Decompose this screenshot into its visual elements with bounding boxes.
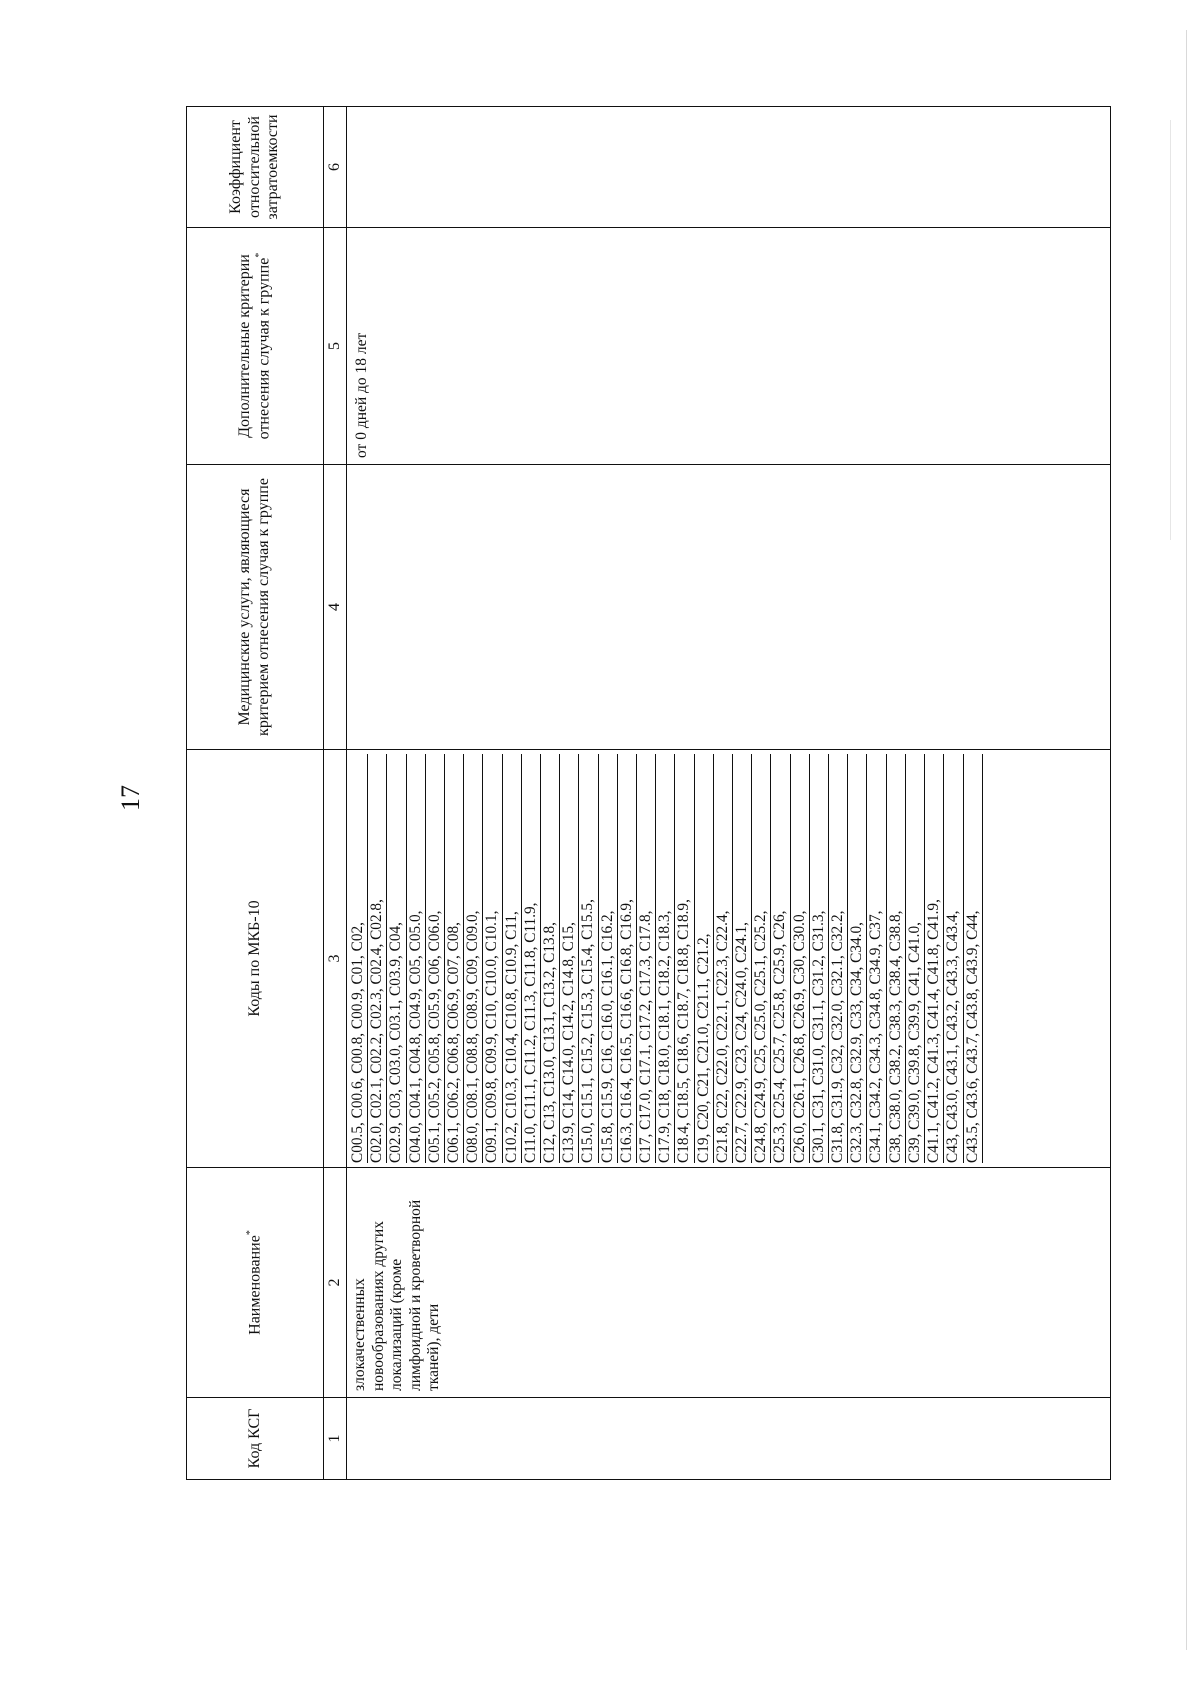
ksg-table-sheet xyxy=(186,107,1111,1480)
ksg-name-cell: злокачественных новообразованиях других локализаций (кроме лимфоидной и кроветворной тканей), дети xyxy=(347,1168,1111,1398)
column-number-row xyxy=(324,107,347,1480)
ksg-table xyxy=(186,106,1111,1480)
icd-code-list xyxy=(349,754,983,1163)
icd-code-line: C02.9, C03, C03.0, C03.1, C03.9, C04, xyxy=(387,754,406,1163)
header-icd-codes: Коды по МКБ-10 xyxy=(187,750,324,1168)
icd-code-line: C06.1, C06.2, C06.8, C06.9, C07, C08, xyxy=(445,754,464,1163)
icd-code-line: C30.1, C31, C31.0, C31.1, C31.2, C31.3, xyxy=(810,754,829,1163)
icd-code-line: C31.8, C31.9, C32, C32.0, C32.1, C32.2, xyxy=(829,754,848,1163)
header-row xyxy=(187,107,324,1480)
column-number: 3 xyxy=(324,750,347,1168)
icd-code-line: C43, C43.0, C43.1, C43.2, C43.3, C43.4, xyxy=(944,754,963,1163)
icd-code-line: C34.1, C34.2, C34.3, C34.8, C34.9, C37, xyxy=(867,754,886,1163)
icd-code-line: C26.0, C26.1, C26.8, C26.9, C30, C30.0, xyxy=(791,754,810,1163)
column-number: 4 xyxy=(324,465,347,750)
icd-code-line: C15.8, C15.9, C16, C16.0, C16.1, C16.2, xyxy=(599,754,618,1163)
icd-code-line: C18.4, C18.5, C18.6, C18.7, C18.8, C18.9, xyxy=(675,754,694,1163)
header-ksg-code: Код КСГ xyxy=(187,1398,324,1480)
column-number: 1 xyxy=(324,1398,347,1480)
column-number: 2 xyxy=(324,1168,347,1398)
icd-code-line: C12, C13, C13.0, C13.1, C13.2, C13.8, xyxy=(541,754,560,1163)
icd-code-line: C13.9, C14, C14.0, C14.2, C14.8, C15, xyxy=(560,754,579,1163)
icd-code-line: C17, C17.0, C17.1, C17.2, C17.3, C17.8, xyxy=(637,754,656,1163)
scan-edge-line xyxy=(1186,30,1187,1650)
icd-code-line: C39, C39.0, C39.8, C39.9, C41, C41.0, xyxy=(906,754,925,1163)
page-number: 17 xyxy=(116,785,145,811)
icd-code-line: C05.1, C05.2, C05.8, C05.9, C06, C06.0, xyxy=(426,754,445,1163)
icd-code-line: C08.0, C08.1, C08.8, C08.9, C09, C09.0, xyxy=(464,754,483,1163)
header-name: Наименование* xyxy=(187,1168,324,1398)
icd-code-line: C15.0, C15.1, C15.2, C15.3, C15.4, C15.5, xyxy=(579,754,598,1163)
header-coefficient: Коэффициент относительной затратоемкости xyxy=(187,107,324,228)
icd-code-line: C21.8, C22, C22.0, C22.1, C22.3, C22.4, xyxy=(714,754,733,1163)
column-number: 6 xyxy=(324,107,347,228)
icd-code-line: C38, C38.0, C38.2, C38.3, C38.4, C38.8, xyxy=(887,754,906,1163)
icd-code-line: C16.3, C16.4, C16.5, C16.6, C16.8, C16.9, xyxy=(618,754,637,1163)
icd-code-line: C10.2, C10.3, C10.4, C10.8, C10.9, C11, xyxy=(503,754,522,1163)
icd-code-line: C02.0, C02.1, C02.2, C02.3, C02.4, C02.8, xyxy=(368,754,387,1163)
icd-code-line: C09.1, C09.8, C09.9, C10, C10.0, C10.1, xyxy=(483,754,502,1163)
icd-code-line: C41.1, C41.2, C41.3, C41.4, C41.8, C41.9, xyxy=(925,754,944,1163)
icd-code-line: C43.5, C43.6, C43.7, C43.8, C43.9, C44, xyxy=(964,754,983,1163)
table-row xyxy=(347,107,1111,1480)
extra-criteria-cell: от 0 дней до 18 лет xyxy=(347,228,1111,465)
coefficient-cell xyxy=(347,107,1111,228)
medical-services-cell xyxy=(347,465,1111,750)
icd-code-line: C32.3, C32.8, C32.9, C33, C34, C34.0, xyxy=(848,754,867,1163)
scan-edge-line xyxy=(1170,120,1171,540)
column-number: 5 xyxy=(324,228,347,465)
icd-codes-cell xyxy=(347,750,1111,1168)
icd-code-line: C11.0, C11.1, C11.2, C11.3, C11.8, C11.9, xyxy=(522,754,541,1163)
icd-code-line: C19, C20, C21, C21.0, C21.1, C21.2, xyxy=(695,754,714,1163)
icd-code-line: C24.8, C24.9, C25, C25.0, C25.1, C25.2, xyxy=(752,754,771,1163)
icd-code-line: C00.5, C00.6, C00.8, C00.9, C01, C02, xyxy=(349,754,368,1163)
ksg-code-cell xyxy=(347,1398,1111,1480)
icd-code-line: C04.0, C04.1, C04.8, C04.9, C05, C05.0, xyxy=(407,754,426,1163)
icd-code-line: C25.3, C25.4, C25.7, C25.8, C25.9, C26, xyxy=(771,754,790,1163)
footnote-mark: * xyxy=(254,252,266,258)
header-medical-services: Медицинские услуги, являющиеся критерием отнесения случая к группе xyxy=(187,465,324,750)
footnote-mark: * xyxy=(245,1230,257,1236)
icd-code-line: C22.7, C22.9, C23, C24, C24.0, C24.1, xyxy=(733,754,752,1163)
header-extra-criteria: Дополнительные критерии отнесения случая к группе* xyxy=(187,228,324,465)
icd-code-line: C17.9, C18, C18.0, C18.1, C18.2, C18.3, xyxy=(656,754,675,1163)
